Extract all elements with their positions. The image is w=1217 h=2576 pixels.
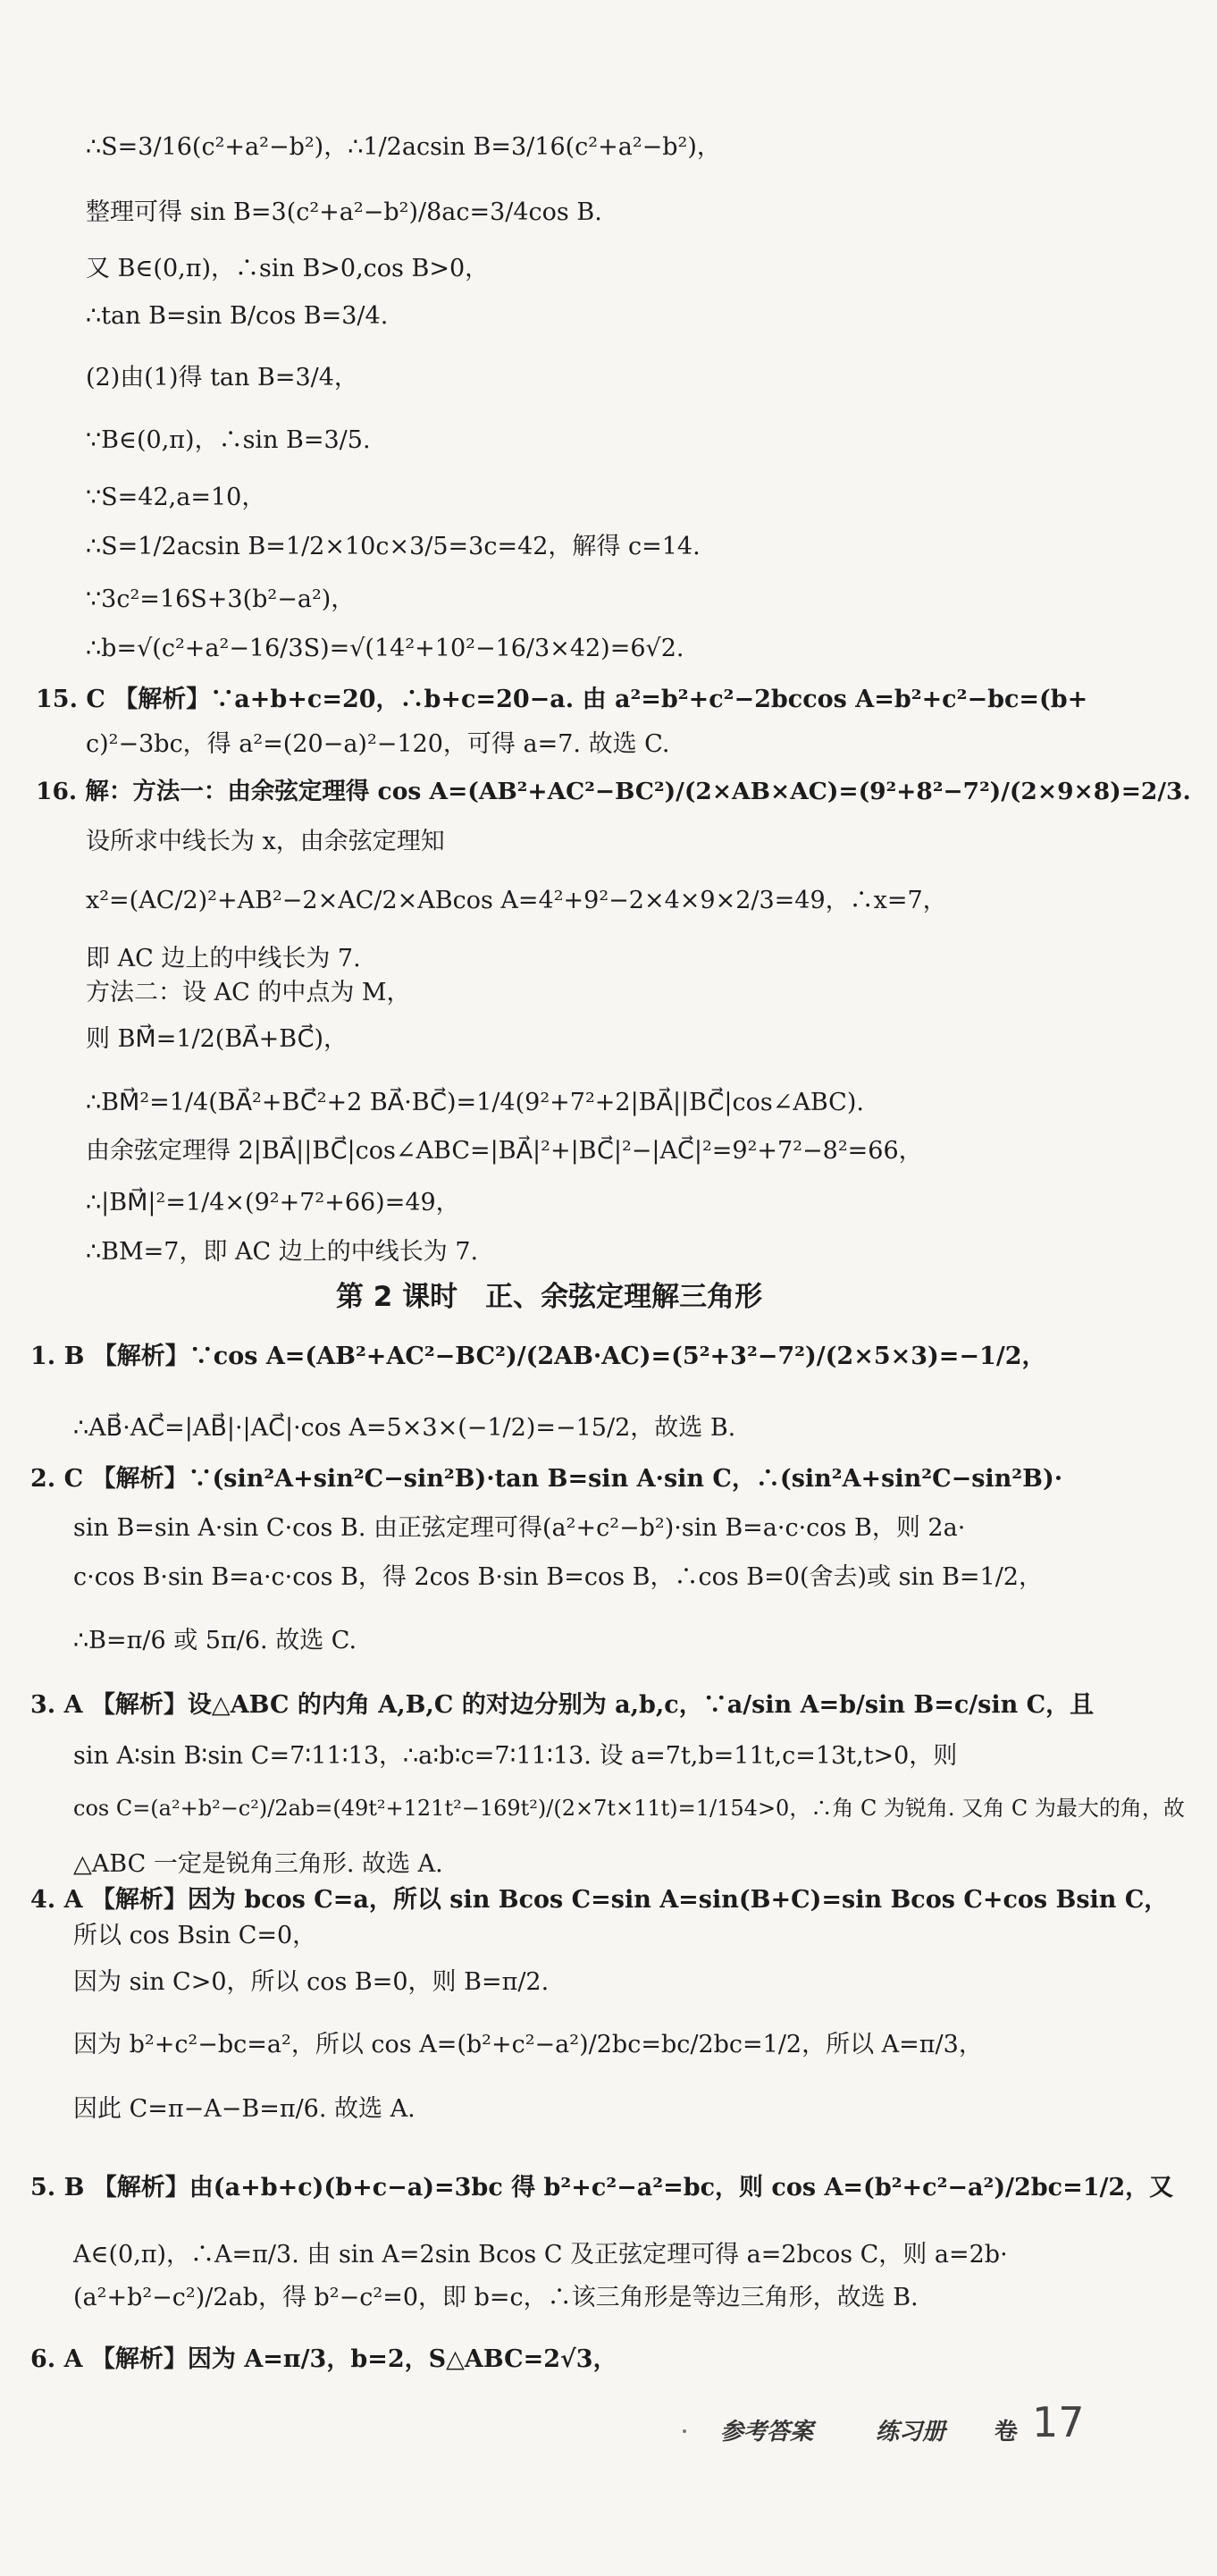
text-line: ∴BM⃗²=1/4(BA⃗²+BC⃗²+2 BA⃗·BC⃗)=1/4(9²+7²+2|BA⃗||BC⃗|cos∠ABC). (86, 1089, 864, 1116)
answer-16-line: 16. 解：方法一：由余弦定理得 cos A=(AB²+AC²−BC²)/(2×AB×AC)=(9²+8²−7²)/(2×9×8)=2/3. (36, 778, 1191, 805)
text-line: ∴B=π/6 或 5π/6. 故选 C. (73, 1627, 357, 1654)
text-line: cos C=(a²+b²−c²)/2ab=(49t²+121t²−169t²)/(2×7t×11t)=1/154>0，∴角 C 为锐角. 又角 C 为最大的角，故 (73, 1796, 1185, 1821)
text-line: sin B=sin A·sin C·cos B. 由正弦定理可得(a²+c²−b²)·sin B=a·c·cos B，则 2a· (73, 1514, 966, 1542)
text-line: 由余弦定理得 2|BA⃗||BC⃗|cos∠ABC=|BA⃗|²+|BC⃗|²−|AC⃗|²=9²+7²−8²=66， (86, 1137, 923, 1165)
page-number: 17 (1032, 2398, 1085, 2446)
text-line: ∴BM=7，即 AC 边上的中线长为 7. (86, 1238, 479, 1266)
text-line: ∴AB⃗·AC⃗=|AB⃗|·|AC⃗|·cos A=5×3×(−1/2)=−15/2，故选 B. (73, 1414, 736, 1442)
text-line: 整理可得 sin B=3(c²+a²−b²)/8ac=3/4cos B. (86, 198, 602, 226)
text-line: 又 B∈(0,π)，∴sin B>0,cos B>0， (86, 255, 490, 282)
answer-1-line: 1. B 【解析】∵cos A=(AB²+AC²−BC²)/(2AB·AC)=(5²+3²−7²)/(2×5×3)=−1/2， (30, 1343, 1046, 1370)
text-line: ∴b=√(c²+a²−16/3S)=√(14²+10²−16/3×42)=6√2. (86, 635, 684, 662)
text-line: (a²+b²−c²)/2ab，得 b²−c²=0，即 b=c，∴该三角形是等边三角形，故选 B. (73, 2284, 919, 2311)
text-line: sin A∶sin B∶sin C=7∶11∶13，∴a∶b∶c=7∶11∶13. 设 a=7t,b=11t,c=13t,t>0，则 (73, 1742, 958, 1770)
text-line: △ABC 一定是锐角三角形. 故选 A. (73, 1850, 443, 1878)
text-line: 因此 C=π−A−B=π/6. 故选 A. (73, 2095, 415, 2123)
text-line: A∈(0,π)，∴A=π/3. 由 sin A=2sin Bcos C 及正弦定理可得 a=2bcos C，则 a=2b· (73, 2241, 1008, 2269)
footer-volume-label: 卷 (995, 2419, 1019, 2446)
text-line: ∴|BM⃗|²=1/4×(9²+7²+66)=49， (86, 1189, 460, 1216)
section-title: 第 2 课时 正、余弦定理解三角形 (336, 1281, 763, 1313)
text-line: x²=(AC/2)²+AB²−2×AC/2×ABcos A=4²+9²−2×4×9×2/3=49，∴x=7， (86, 887, 947, 914)
text-line: c)²−3bc，得 a²=(20−a)²−120，可得 a=7. 故选 C. (86, 730, 670, 758)
text-line: ∴tan B=sin B/cos B=3/4. (86, 302, 389, 330)
text-line: ∵S=42,a=10， (86, 484, 266, 511)
text-line: ∵3c²=16S+3(b²−a²)， (86, 585, 356, 613)
answer-3-line: 3. A 【解析】设△ABC 的内角 A,B,C 的对边分别为 a,b,c，∵a/sin A=b/sin B=c/sin C，且 (30, 1691, 1095, 1719)
text-line: 所以 cos Bsin C=0， (73, 1922, 317, 1949)
text-line: 因为 b²+c²−bc=a²，所以 cos A=(b²+c²−a²)/2bc=bc/2bc=1/2，所以 A=π/3， (73, 2031, 983, 2058)
footer-reference-label: 参考答案 (720, 2419, 814, 2446)
answer-6-line: 6. A 【解析】因为 A=π/3，b=2，S△ABC=2√3， (30, 2345, 617, 2373)
text-line: (2)由(1)得 tan B=3/4， (86, 364, 358, 391)
text-line: 即 AC 边上的中线长为 7. (86, 945, 361, 972)
text-line: c·cos B·sin B=a·c·cos B，得 2cos B·sin B=cos B，∴cos B=0(舍去)或 sin B=1/2， (73, 1563, 1043, 1591)
answer-2-line: 2. C 【解析】∵(sin²A+sin²C−sin²B)·tan B=sin A·sin C，∴(sin²A+sin²C−sin²B)· (30, 1465, 1063, 1493)
text-line: 则 BM⃗=1/2(BA⃗+BC⃗)， (86, 1025, 348, 1053)
answer-4-line: 4. A 【解析】因为 bcos C=a，所以 sin Bcos C=sin A=sin(B+C)=sin Bcos C+cos Bsin C， (30, 1886, 1169, 1914)
text-line: 设所求中线长为 x，由余弦定理知 (86, 828, 445, 855)
footer-dot (683, 2429, 686, 2433)
text-line: ∵B∈(0,π)，∴sin B=3/5. (86, 426, 371, 454)
answer-5-line: 5. B 【解析】由(a+b+c)(b+c−a)=3bc 得 b²+c²−a²=bc，则 cos A=(b²+c²−a²)/2bc=1/2，又 (30, 2174, 1174, 2201)
text-line: ∴S=1/2acsin B=1/2×10c×3/5=3c=42，解得 c=14. (86, 533, 701, 560)
footer-book-label: 练习册 (876, 2419, 946, 2446)
text-line: ∴S=3/16(c²+a²−b²)，∴1/2acsin B=3/16(c²+a²−b²)， (86, 133, 721, 161)
answer-15-line: 15. C 【解析】∵a+b+c=20，∴b+c=20−a. 由 a²=b²+c²−2bccos A=b²+c²−bc=(b+ (36, 686, 1088, 713)
text-line: 因为 sin C>0，所以 cos B=0，则 B=π/2. (73, 1968, 550, 1996)
text-line: 方法二：设 AC 的中点为 M， (86, 979, 411, 1006)
